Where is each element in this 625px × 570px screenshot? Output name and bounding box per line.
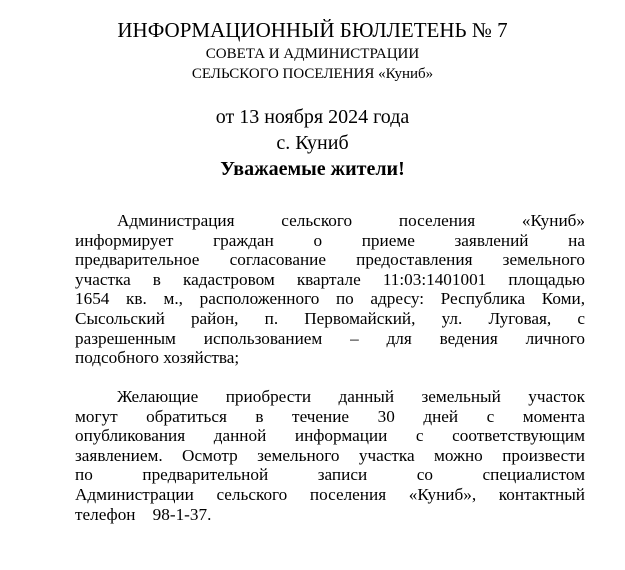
paragraph-notice <box>75 211 585 368</box>
bulletin-subtitle-line1: СОВЕТА И АДМИНИСТРАЦИИ <box>205 46 420 62</box>
contact-phone-line: телефон 98-1-37. <box>75 504 212 524</box>
paragraph-line: заявлением. Осмотр земельного участка можно произвести <box>75 445 585 465</box>
paragraph-line: Сысольский район, п. Первомайский, ул. Луговая, с <box>75 308 585 328</box>
paragraph-line: Администрации сельского поселения «Куниб», контактный <box>75 484 585 504</box>
bulletin-date: от 13 ноября 2024 года <box>215 106 410 128</box>
paragraph-line: подсобного хозяйства; <box>75 348 240 368</box>
paragraph-line: Желающие приобрести данный земельный участок <box>117 387 585 406</box>
bulletin-title: ИНФОРМАЦИОННЫЙ БЮЛЛЕТЕНЬ № 7 <box>117 18 508 42</box>
paragraph-instructions <box>75 387 585 524</box>
paragraph-line: предварительное согласование предоставления земельного <box>75 250 585 270</box>
paragraph-line: опубликования данной информации с соответствующим <box>75 426 585 446</box>
paragraph-line: Администрация сельского поселения «Куниб» <box>117 211 585 230</box>
greeting-heading: Уважаемые жители! <box>220 158 405 180</box>
paragraph-line: могут обратиться в течение 30 дней с момента <box>75 406 585 426</box>
paragraph-line: разрешенным использованием – для ведения личного <box>75 328 585 348</box>
bulletin-place: с. Куниб <box>276 132 349 154</box>
paragraph-line: по предварительной записи со специалистом <box>75 465 585 485</box>
paragraph-line: 1654 кв. м., расположенного по адресу: Республика Коми, <box>75 289 585 309</box>
bulletin-subtitle-line2: СЕЛЬСКОГО ПОСЕЛЕНИЯ «Куниб» <box>191 66 434 82</box>
paragraph-line: участка в кадастровом квартале 11:03:1401001 площадью <box>75 269 585 289</box>
paragraph-line: информирует граждан о приеме заявлений на <box>75 230 585 250</box>
